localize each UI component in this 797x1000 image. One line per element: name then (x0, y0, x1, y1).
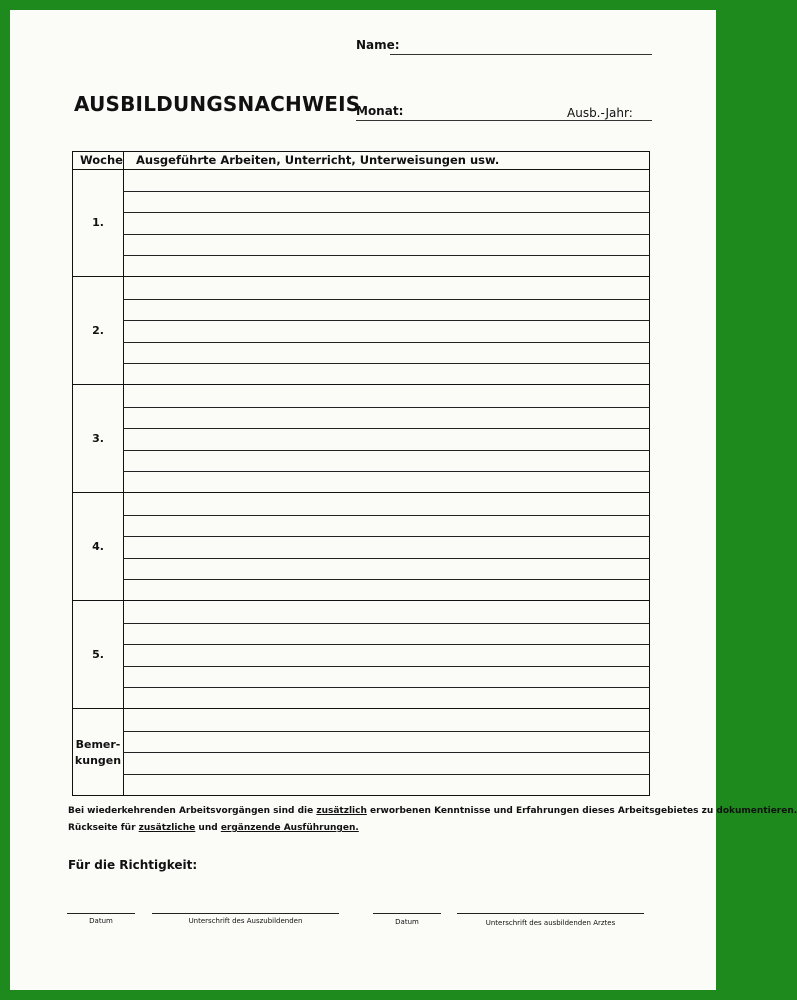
log-table (72, 151, 650, 796)
note-line-1 (68, 806, 797, 816)
form-page (10, 10, 797, 990)
week-block-2[interactable] (73, 277, 649, 385)
week-block-5[interactable] (73, 601, 649, 709)
table-header-row (73, 152, 649, 170)
richtigkeit-label: Für die Richtigkeit: (68, 858, 198, 872)
col-header-woche: Woche (80, 153, 123, 167)
week-block-4[interactable] (73, 493, 649, 601)
week-block-1[interactable] (73, 169, 649, 277)
week-label: 3. (92, 432, 104, 445)
name-label: Name: (356, 38, 400, 52)
remarks-block[interactable] (73, 709, 649, 794)
monat-label: Monat: (356, 104, 404, 118)
datum-line-2[interactable] (373, 913, 441, 914)
note-text: Bei wiederkehrenden Arbeitsvorgängen sind die (68, 806, 317, 816)
page-title: AUSBILDUNGSNACHWEIS (74, 92, 361, 116)
week-block-3[interactable] (73, 385, 649, 493)
week-label: 1. (92, 216, 104, 229)
note-emphasis: ergänzende Ausführungen. (220, 823, 359, 833)
week-label: 4. (92, 540, 104, 553)
signature-label-arzt: Unterschrift des ausbildenden Arztes (485, 919, 616, 927)
signature-line-azubi[interactable] (152, 913, 339, 914)
name-field-line[interactable] (390, 54, 652, 55)
datum-line-1[interactable] (67, 913, 135, 914)
remarks-label-1: Bemer- (75, 738, 121, 751)
remarks-label-2: kungen (74, 754, 122, 767)
col-header-arbeiten: Ausgeführte Arbeiten, Unterricht, Unterweisungen usw. (136, 153, 500, 167)
datum-label-1: Datum (89, 917, 113, 925)
note-emphasis: zusätzlich (316, 806, 367, 816)
note-emphasis: zusätzliche (138, 823, 196, 833)
signature-line-arzt[interactable] (457, 913, 644, 914)
datum-label-2: Datum (395, 918, 419, 926)
note-text: und (195, 823, 221, 833)
note-text: erworbenen Kenntnisse und Erfahrungen dieses Arbeitsgebietes zu dokumentieren. (366, 806, 797, 816)
note-text: Rückseite für (68, 823, 139, 833)
signature-label-azubi: Unterschrift des Auszubildenden (188, 917, 303, 925)
ausb-jahr-label: Ausb.-Jahr: (567, 106, 633, 120)
week-label: 5. (92, 648, 104, 661)
note-line-2 (68, 823, 359, 833)
monat-field-line[interactable] (356, 120, 652, 121)
week-label: 2. (92, 324, 104, 337)
